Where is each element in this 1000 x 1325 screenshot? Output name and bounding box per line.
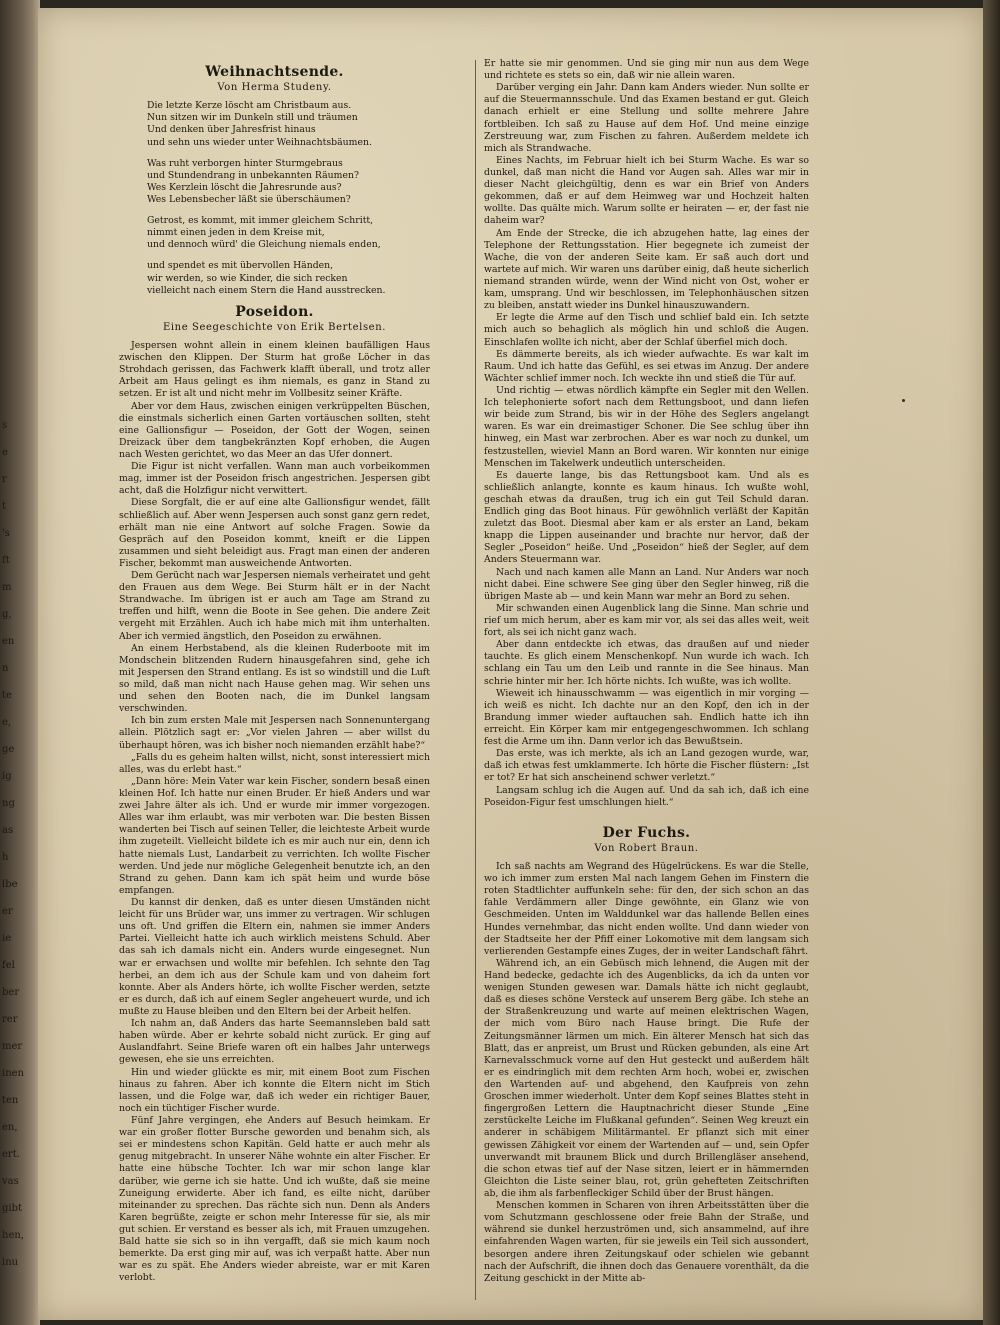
paragraph: Darüber verging ein Jahr. Dann kam Anders wieder. Nun sollte er auf die Steuermannsschule. Und das Examen bestand er gut. Gleich danach erhielt er eine Stellung und sollte mehrere Jahre fortbleiben. Ich saß zu Hause auf dem Hof. Und meine einzige Zerstreuung war, zum Fischen zu fahren. Außerdem meldete ich mich als Strandwache. (484, 82, 809, 154)
margin-fragment: lbe (2, 879, 18, 890)
paragraph: Ich nahm an, daß Anders das harte Seemannsleben bald satt haben würde. Aber er kehrte sobald nicht zurück. Er ging auf Auslandfahrt. Seine Briefe waren oft ein halbes Jahr unterwegs gewesen, ehe sie uns erreichten. (119, 1018, 430, 1066)
paragraph: Es dämmerte bereits, als ich wieder aufwachte. Es war kalt im Raum. Und ich hatte das Gefühl, es sei etwas im Anzug. Der andere Wächter schlief immer noch. Ich weckte ihn und stieß die Tür auf. (484, 348, 809, 384)
story-title: Poseidon. (235, 303, 314, 320)
poem-line: Und denken über Jahresfrist hinaus (147, 124, 316, 136)
paragraph: „Falls du es geheim halten willst, nicht, sonst interessiert mich alles, was du erlebt hast.“ (119, 751, 430, 775)
paragraph: Es dauerte lange, bis das Rettungsboot kam. Und als es schließlich anlangte, konnte es kaum hinaus. Ich wußte wohl, geschah etwas da draußen, trug ich ein gut Teil Schuld daran. Endlich ging das Boot hinaus. Für gewöhnlich verläßt der Kapitän zuletzt das Boot. Diesmal aber kam er als erster an Land, bekam knapp die Lippen auseinander und brachte nur hervor, daß der Segler „Poseidon“ heiße. Und „Poseidon“ hieß der Segler, auf dem Anders Steuermann war. (484, 469, 809, 566)
margin-fragment: fel (2, 960, 15, 971)
poem-title: Weihnachtsende. (205, 64, 344, 80)
margin-fragment: gibt (2, 1203, 23, 1214)
story-body (484, 861, 809, 1285)
paragraph: Er legte die Arme auf den Tisch und schlief bald ein. Ich setzte mich auch so behaglich als möglich hin und schloß die Augen. Einschlafen wollte ich nicht, aber der Schlaf überfiel mich doch. (484, 312, 809, 348)
margin-fragment: ft (2, 555, 10, 566)
margin-fragment: te (2, 690, 12, 701)
margin-fragment: ten (2, 1095, 19, 1106)
poem-line: vielleicht nach einem Stern die Hand ausstrecken. (147, 284, 386, 296)
margin-fragment: g, (2, 609, 12, 620)
margin-fragment: ig (2, 771, 12, 782)
paragraph: Das erste, was ich merkte, als ich an Land gezogen wurde, war, daß ich etwas fest umklammerte. Ich hörte die Fischer flüstern: „Ist er tot? Er hat sich anscheinend schwer verletzt.“ (484, 748, 809, 784)
margin-fragment: rer (2, 1014, 18, 1025)
poem-line: Wes Kerzlein löscht die Jahresrunde aus? (147, 181, 342, 193)
margin-fragment: 's (2, 528, 10, 539)
paragraph: An einem Herbstabend, als die kleinen Ruderboote mit im Mondschein blitzenden Rudern hinausgefahren sind, gehe ich mit Jespersen den Strand entlang. Es ist so windstill und die Luft so mild, daß man nicht nach Hause gehen mag. Wir sehen uns und sehen den Booten nach, die im Dunkel langsam verschwinden. (119, 642, 430, 715)
paragraph: Hin und wieder glückte es mir, mit einem Boot zum Fischen hinaus zu fahren. Aber ich konnte die Eltern nicht im Stich lassen, und die Folge war, daß ich weder ein richtiger Bauer, noch ein tüchtiger Fischer wurde. (119, 1066, 430, 1114)
paragraph: „Dann höre: Mein Vater war kein Fischer, sondern besaß einen kleinen Hof. Ich hatte nur einen Bruder. Er hieß Anders und war zwei Jahre älter als ich. Und er wurde mir immer vorgezogen. Alles war ihm erlaubt, was mir verboten war. Die besten Bissen wanderten bei Tisch auf seinen Teller, die leichteste Arbeit wurde ihm zugeteilt. Vielleicht bildete ich es mir auch nur ein, denn ich hatte niemals Lust, Landarbeit zu verrichten. Ich wollte Fischer werden. Und jede nur mögliche Gelegenheit benutzte ich, an den Strand zu gehen. Dann kam ich spät heim und wurde böse empfangen. (119, 775, 430, 896)
margin-fragment: s (2, 420, 8, 431)
paragraph: Fünf Jahre vergingen, ehe Anders auf Besuch heimkam. Er war ein großer flotter Bursche geworden und benahm sich, als sei er mindestens schon Kapitän. Geld hatte er auch mehr als genug mitgebracht. In unserer Nähe wohnte ein alter Fischer. Er hatte eine hübsche Tochter. Ich war mir schon lange klar darüber, wie gerne ich sie hatte. Und ich wußte, daß sie meine Zuneigung erwiderte. Aber ich fand, es eilte nicht, darüber miteinander zu sprechen. Das rächte sich nun. Denn als Anders Karen begrüßte, zeigte er schon mehr Interesse für sie, als mir gut schien. Er verstand es besser als ich, mit Frauen umzugehen. Bald hatte sie sich so in ihn vergafft, daß sie mich kaum noch bemerkte. Da erst ging mir auf, was ich verpaßt hatte. Aber nun war es zu spät. Ehe Anders wieder abreiste, war er mit Karen verlobt. (119, 1114, 430, 1284)
paragraph: Er hatte sie mir genommen. Und sie ging mir nun aus dem Wege und richtete es stets so ein, daß wir nie allein waren. (484, 58, 809, 82)
story-body (119, 340, 430, 1285)
poem-line: Die letzte Kerze löscht am Christbaum aus. (147, 100, 352, 112)
paragraph: Nach und nach kamen alle Mann an Land. Nur Anders war noch nicht dabei. Eine schwere See ging über den Segler hinweg, riß die übrigen Maste ab — und kein Mann war mehr an Bord zu sehen. (484, 566, 809, 602)
margin-fragment: t (2, 501, 7, 512)
margin-fragment: mer (2, 1041, 23, 1052)
story-byline: Eine Seegeschichte von Erik Bertelsen. (162, 321, 387, 333)
paragraph: Während ich, an ein Gebüsch mich lehnend, die Augen mit der Hand bedecke, gedachte ich des Augenblicks, da ich da unten vor wenigen Stunden gewesen war. Damals hätte ich nicht geglaubt, daß es dieses schöne Versteck auf unserem Berg gäbe. Ich stehe an der Straßenkreuzung und warte auf meinen elektrischen Wagen, der mich vom Büro nach Hause bringt. Die Rufe der Zeitungsmänner lärmen um mich. Ein älterer Mensch hat sich das Blatt, das er anpreist, um Brust und Rücken gebunden, als eine Art Karnevalsschmuck vorne auf den Hut gesteckt und außerdem hält er es eindringlich mit dem rechten Arm hoch, wobei er, zwischen den Wartenden auf- und abgehend, den Kaufpreis von zehn Groschen immer wiederholt. Unter dem Kopf seines Blattes steht in fingergroßen Lettern die Hauptnachricht dieser Stunde „Eine zerstückelte Leiche im Flußkanal gefunden“. Seinen Weg kreuzt ein anderer in schäbigem Militärmantel. Er pflanzt sich mit einer gewissen Zähigkeit vor einem der Wartenden auf — und, sein Opfer unverwandt mit braunem Blick und durch Brillengläser ansehend, die schon etwas tief auf der Nase sitzen, leiert er in hämmernden Gleichton die Liste seiner blau, rot, grün gehefteten Zeitschriften ab, die ihm als farbenfleckiger Schild über der Brust hängen. (484, 957, 809, 1199)
margin-fragment: er (2, 906, 13, 917)
paragraph: Menschen kommen in Scharen von ihren Arbeitsstätten über die vom Schutzmann geschlossene oder freie Bahn der Straße, und während sie dunkel herzuströmen und, sich ansammelnd, auf ihre einfahrenden Wagen warten, für sie jeweils ein Teil sich aussondert, besorgen andere ihren Zeitungskauf oder schielen wie gebannt nach der Aufschrift, die ihnen doch das Genauere vorenthält, da die Zeitung geschickt in der Mitte ab- (484, 1200, 809, 1284)
margin-fragment: m (2, 582, 12, 593)
story-byline: Von Robert Braun. (594, 842, 699, 854)
margin-fragment: e (2, 447, 8, 458)
margin-fragment: ber (2, 987, 20, 998)
paragraph: Diese Sorgfalt, die er auf eine alte Gallionsfigur wendet, fällt schließlich auf. Aber wenn Jespersen auch sonst ganz gern redet, erhält man nie eine Antwort auf solche Fragen. Sowie da Gespräch auf den Poseidon kommt, kneift er die Lippen zusammen und sieht beleidigt aus. Fragt man einen der anderen Fischer, bekommt man ausweichende Antworten. (119, 497, 430, 569)
poem-line: und spendet es mit übervollen Händen, (147, 260, 334, 272)
margin-fragment: e, (2, 717, 12, 728)
paragraph: Wieweit ich hinausschwamm — was eigentlich in mir vorging — ich weiß es nicht. Ich dachte nur an den Kopf, den ich in der Brandung immer wieder auftauchen sah. Endlich hatte ich ihn erreicht. Ein Körper kam mir entgegengeschwommen. Ich schlang fest die Arme um ihn. Dann verlor ich das Bewußtsein. (484, 687, 809, 748)
poem-stanza (147, 100, 430, 148)
poem-stanza (147, 260, 430, 296)
story-title: Der Fuchs. (602, 824, 691, 841)
paragraph: Jespersen wohnt allein in einem kleinen baufälligen Haus zwischen den Klippen. Der Sturm hat große Löcher in das Strohdach gerissen, das Fachwerk klafft überall, und trotz aller Arbeit am Haus gelingt es ihm niemals, es ganz in Stand zu setzen. Er ist alt und nicht mehr im Vollbesitz seiner Kräfte. (119, 339, 430, 400)
poem-stanza (147, 215, 430, 251)
margin-fragment: en, (2, 1122, 18, 1133)
paragraph: Ich bin zum ersten Male mit Jespersen nach Sonnenuntergang allein. Plötzlich sagt er: „Vor vielen Jahren — aber willst du überhaupt hören, was ich bisher noch niemanden erzählt habe?“ (119, 715, 430, 751)
paragraph: Dem Gerücht nach war Jespersen niemals verheiratet und geht den Frauen aus dem Wege. Bei Sturm hält er in der Nacht Strandwache. Im übrigen ist er auch am Tage am Strand zu treffen und hilft, wenn die Boote in See gehen. Die andere Zeit vergeht mit Erzählen. Auch ich habe mich mit ihm unterhalten. Aber ich vermied ängstlich, den Poseidon zu erwähnen. (119, 570, 430, 642)
poem-line: und dennoch würd' die Gleichung niemals enden, (147, 239, 381, 251)
margin-fragment: r (2, 474, 7, 485)
paragraph: Aber dann entdeckte ich etwas, das draußen auf und nieder tauchte. Es glich einem Menschenkopf. Nun wurde ich wach. Ich schlang ein Tau um den Leib und rannte in die See hinaus. Man schrie hinter mir her. Ich hörte nichts. Ich wußte, was ich wollte. (484, 639, 809, 687)
column-divider (475, 60, 476, 1300)
poem-stanza (147, 158, 430, 206)
paragraph: Langsam schlug ich die Augen auf. Und da sah ich, daß ich eine Poseidon-Figur fest umschlungen hielt.“ (484, 784, 809, 808)
paragraph: Die Figur ist nicht verfallen. Wann man auch vorbeikommen mag, immer ist der Poseidon frisch angestrichen. Jespersen gibt acht, daß die Holzfigur nicht verwittert. (119, 461, 430, 497)
poem-line: Wes Lebensbecher läßt sie überschäumen? (147, 193, 351, 205)
ink-speck (902, 399, 905, 402)
poem-body (119, 100, 430, 297)
margin-fragment: ge (2, 744, 15, 755)
page-right-edge (983, 0, 1000, 1325)
poem-line: und sehn uns wieder unter Weihnachtsbäumen. (147, 136, 372, 148)
paragraph: Ich saß nachts am Wegrand des Hügelrückens. Es war die Stelle, wo ich immer zum ersten Mal nach langem Gehen im Finstern die roten Stadtlichter auffunkeln sehe: für den, der sich schon an das fahle Verdämmern aller Dinge gewöhnte, ein Glanz wie von Geschmeiden. Unten im Walddunkel war das hallende Bellen eines Hundes vernehmbar, das nicht enden wollte. Und dann wieder von der Stadtseite her der Pfiff einer Lokomotive mit dem langsam sich verlierenden Gestampfe eines Zuges, der in weiter Landschaft fährt. (484, 861, 809, 957)
margin-fragment: ng (2, 798, 15, 809)
paragraph: Und richtig — etwas nördlich kämpfte ein Segler mit den Wellen. Ich telephonierte sofort nach dem Rettungsboot, und dann liefen wir beide zum Strand, bis wir in der Höhe des Seglers angelangt waren. Es war ein dreimastiger Schoner. Die See schlug über ihn hinweg, ein Mast war zerbrochen. Aber es war noch zu dunkel, um festzustellen, wieviel Mann an Bord waren. Wir konnten nur einige Menschen im Takelwerk undeutlich unterscheiden. (484, 384, 809, 469)
left-column (119, 58, 430, 1285)
margin-fragment: n (2, 663, 9, 674)
paragraph: Du kannst dir denken, daß es unter diesen Umständen nicht leicht für uns Brüder war, uns immer zu vertragen. Wir schlugen uns oft. Und griffen die Eltern ein, nahmen sie immer Anders Partei. Vielleicht hatte ich auch wirklich meistens Schuld. Aber das sah ich damals nicht ein. Anders wurde eingesegnet. Nun war er erwachsen und wollte mir befehlen. Ich sehnte den Tag herbei, an dem ich aus der Schule kam und von daheim fort konnte. Aber als Anders hörte, ich wollte Fischer werden, setzte er es durch, daß ich auf einem Segler angeheuert wurde, und ich mußte zu Hause bleiben und den Eltern bei der Arbeit helfen. (119, 897, 430, 1017)
margin-fragment: h (2, 852, 9, 863)
right-column (484, 58, 809, 1285)
story-continuation (484, 58, 809, 809)
margin-fragment: inu (2, 1257, 19, 1268)
paragraph: Mir schwanden einen Augenblick lang die Sinne. Man schrie und rief um mich herum, aber es kam mir vor, als sei das alles weit, weit fort, als sei ich nicht ganz wach. (484, 602, 809, 639)
margin-fragment: ert. (2, 1149, 20, 1160)
poem-line: Getrost, es kommt, mit immer gleichem Schritt, (147, 215, 374, 227)
paragraph: Am Ende der Strecke, die ich abzugehen hatte, lag eines der Telephone der Rettungsstation. Hier begegnete ich zumeist der Wache, die von der anderen Seite kam. Er saß auch dort und wartete auf mich. Wir waren uns darüber einig, daß heute sicherlich niemand stranden würde, wenn der Wind nicht von Ost, woher er kam, umsprang. Und wir beschlossen, im Telephonhäuschen sitzen zu bleiben, anstatt wieder ins Dunkel hinauszuwandern. (484, 227, 809, 312)
margin-fragment: vas (2, 1176, 19, 1187)
poem-line: nimmt einen jeden in dem Kreise mit, (147, 227, 325, 239)
poem-line: Nun sitzen wir im Dunkeln still und träumen (147, 112, 358, 124)
poem-byline: Von Herma Studeny. (217, 82, 332, 94)
poem-line: wir werden, so wie Kinder, die sich recken (147, 272, 348, 284)
margin-fragment: hen, (2, 1230, 24, 1241)
margin-fragment: as (2, 825, 14, 836)
margin-fragment: en (2, 636, 15, 647)
margin-fragment: ie (2, 933, 12, 944)
poem-line: Was ruht verborgen hinter Sturmgebraus (147, 157, 343, 169)
book-binding-edge (0, 0, 40, 1325)
margin-fragment: inen (2, 1068, 24, 1079)
paragraph: Aber vor dem Haus, zwischen einigen verkrüppelten Büschen, die einstmals sicherlich einen Garten vortäuschen sollten, steht eine Gallionsfigur — Poseidon, der Gott der Wogen, seinen Dreizack über dem tangbekränzten Kopf erhoben, die Augen nach Westen gerichtet, wo das Meer an das Ufer donnert. (119, 400, 430, 460)
poem-line: und Stundendrang in unbekannten Räumen? (147, 169, 359, 181)
paragraph: Eines Nachts, im Februar hielt ich bei Sturm Wache. Es war so dunkel, daß man nicht die Hand vor Augen sah. Alles war mir in dieser Nacht gleichgültig, denn es war ein Brief von Anders gekommen, daß er auf dem Heimweg war und Hochzeit halten wollte. Das quälte mich. Warum sollte er heiraten — er, der fast nie daheim war? (484, 154, 809, 227)
